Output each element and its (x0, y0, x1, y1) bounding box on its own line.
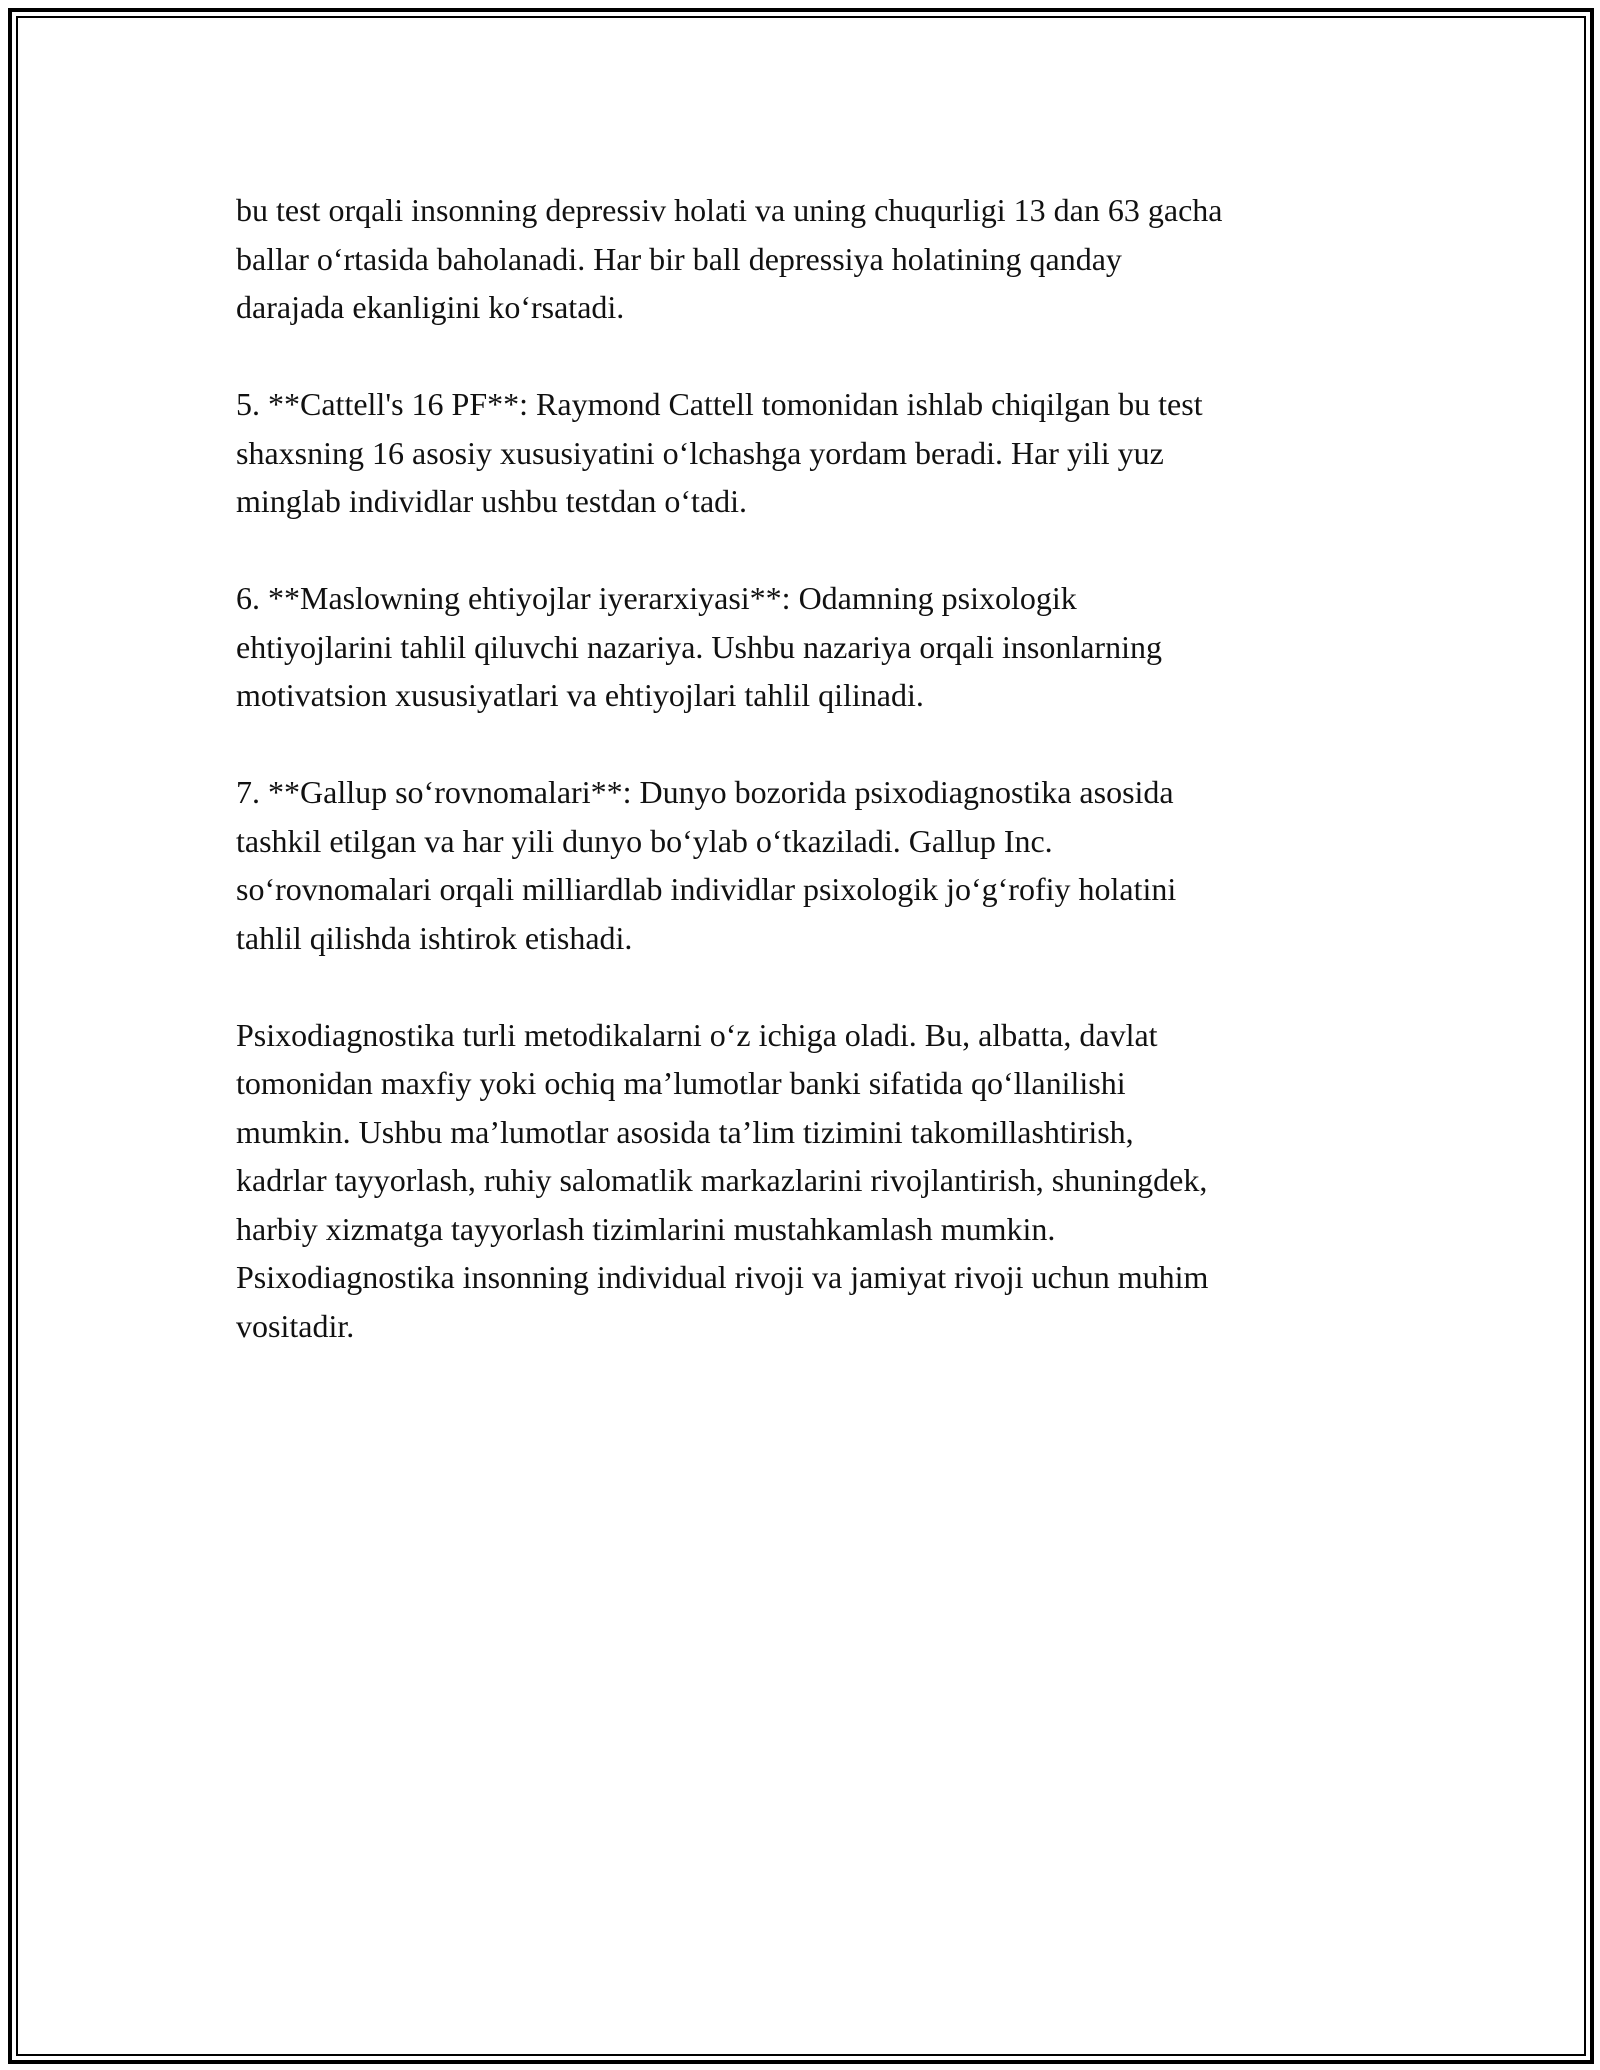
document-body (236, 186, 1386, 1399)
paragraph-beck-depression-continued: bu test orqali insonning depressiv holati va uning chuqurligi 13 dan 63 gacha ballar o‘rtasida baholanadi. Har bir ball depressiya holatining qanday darajada ekanligini ko‘rsatadi. (236, 192, 1223, 325)
paragraph-cattell-16pf: 5. **Cattell's 16 PF**: Raymond Cattell tomonidan ishlab chiqilgan bu test shaxsning 16 asosiy xususiyatini o‘lchashga yordam beradi. Har yili yuz minglab individlar ushbu testdan o‘tadi. (236, 386, 1203, 519)
paragraph-maslow-hierarchy: 6. **Maslowning ehtiyojlar iyerarxiyasi**: Odamning psixologik ehtiyojlarini tahlil qiluvchi nazariya. Ushbu nazariya orqali insonlarning motivatsion xususiyatlari va ehtiyojlari tahlil qilinadi. (236, 580, 1162, 713)
paragraph-conclusion: Psixodiagnostika turli metodikalarni o‘z ichiga oladi. Bu, albatta, davlat tomonidan maxfiy yoki ochiq ma’lumotlar banki sifatida qo‘llanilishi mumkin. Ushbu ma’lumotlar asosida ta’lim tizimini takomillashtirish, kadrlar tayyorlash, ruhiy salomatlik markazlarini rivojlantirish, shuningdek, harbiy xizmatga tayyorlash tizimlarini mustahkamlash mumkin. Psixodiagnostika insonning individual rivoji va jamiyat rivoji uchun muhim vositadir. (236, 1016, 1209, 1344)
paragraph-gallup-surveys: 7. **Gallup so‘rovnomalari**: Dunyo bozorida psixodiagnostika asosida tashkil etilgan va har yili dunyo bo‘ylab o‘tkaziladi. Gallup Inc. so‘rovnomalari orqali milliardlab individlar psixologik jo‘g‘rofiy holatini tahlil qilishda ishtirok etishadi. (236, 774, 1177, 956)
